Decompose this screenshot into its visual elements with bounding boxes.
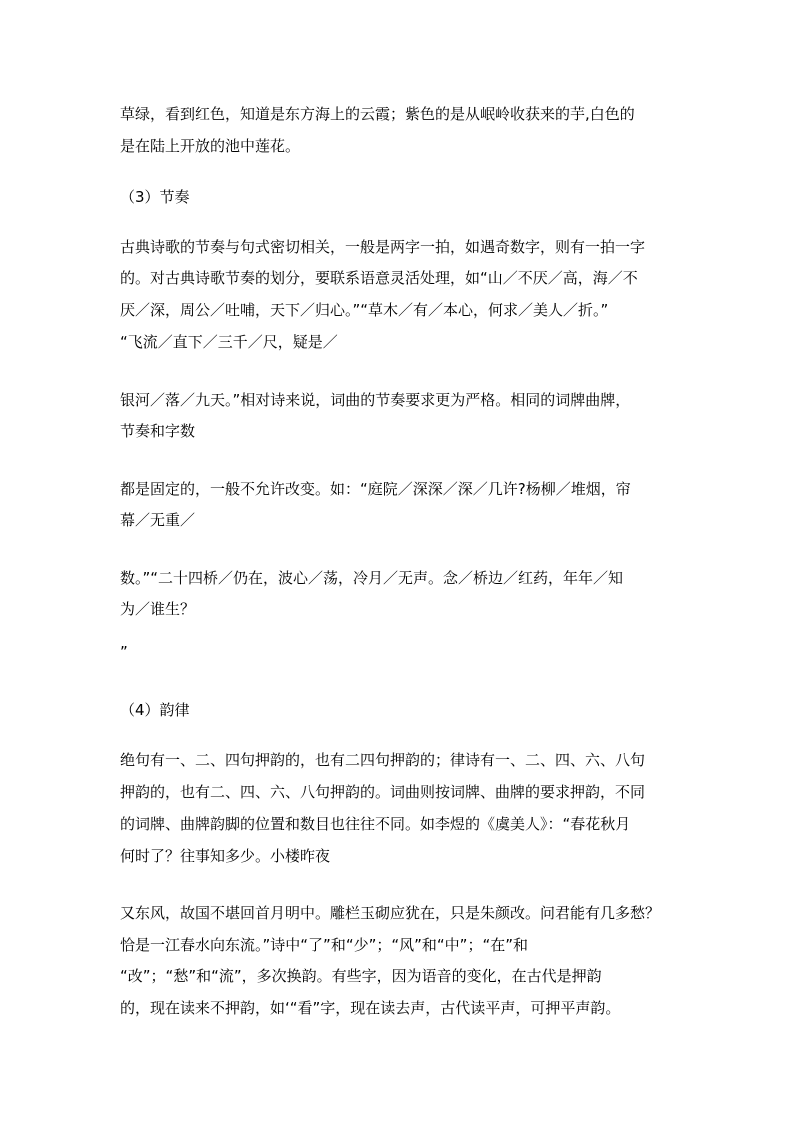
text-line: 绝句有一、二、四句押韵的，也有二四句押韵的；律诗有一、二、四、六、八句 [120,751,646,769]
text-line: 草绿，看到红色，知道是东方海上的云霞；紫色的是从岷岭收获来的芋,白色的 [120,105,635,123]
text-line: 为／谁生？ [120,600,196,618]
text-line: 的。对古典诗歌节奏的划分，要联系语意灵活处理，如“山／不厌／高，海／不 [120,269,638,287]
text-line: 押韵的，也有二、四、六、八句押韵的。词曲则按词牌、曲牌的要求押韵，不同 [120,783,646,801]
text-line: 恰是一江春水向东流。”诗中“了”和“少”；“风”和“中”；“在”和 [120,936,528,954]
text-line: 节奏和字数 [120,422,196,440]
text-line: 都是固定的，一般不允许改变。如：“庭院／深深／深／几许?杨柳／堆烟，帘 [120,480,631,498]
text-line: 又东风，故国不堪回首月明中。雕栏玉砌应犹在，只是朱颜改。问君能有几多愁？ [120,904,661,922]
text-line: “飞流／直下／三千／尺，疑是／ [120,333,338,351]
text-line: ” [120,643,128,661]
section-heading: （4）韵律 [120,701,190,719]
text-line: 古典诗歌的节奏与句式密切相关，一般是两字一拍，如遇奇数字，则有一拍一字 [120,238,646,256]
section-heading: （3）节奏 [120,188,190,206]
text-line: 何时了？往事知多少。小楼昨夜 [120,847,331,865]
text-line: 幕／无重／ [120,511,196,529]
text-line: 银河／落／九天。”相对诗来说，词曲的节奏要求更为严格。相同的词牌曲牌， [120,391,631,409]
text-line: 厌／深，周公／吐哺，天下／归心。”“草木／有／本心，何求／美人／折。” [120,301,609,319]
text-line: 的词牌、曲牌韵脚的位置和数目也往往不同。如李煜的《虞美人》：“春花秋月 [120,815,631,833]
text-line: 的，现在读来不押韵，如‘“看”字，现在读去声，古代读平声，可押平声韵。 [120,999,621,1017]
text-line: 数。”“二十四桥／仍在，波心／荡，冷月／无声。念／桥边／红药，年年／知 [120,569,624,587]
text-line: 是在陆上开放的池中莲花。 [120,137,301,155]
text-line: “改”；“愁”和“流”，多次换韵。有些字，因为语音的变化，在古代是押韵 [120,967,602,985]
